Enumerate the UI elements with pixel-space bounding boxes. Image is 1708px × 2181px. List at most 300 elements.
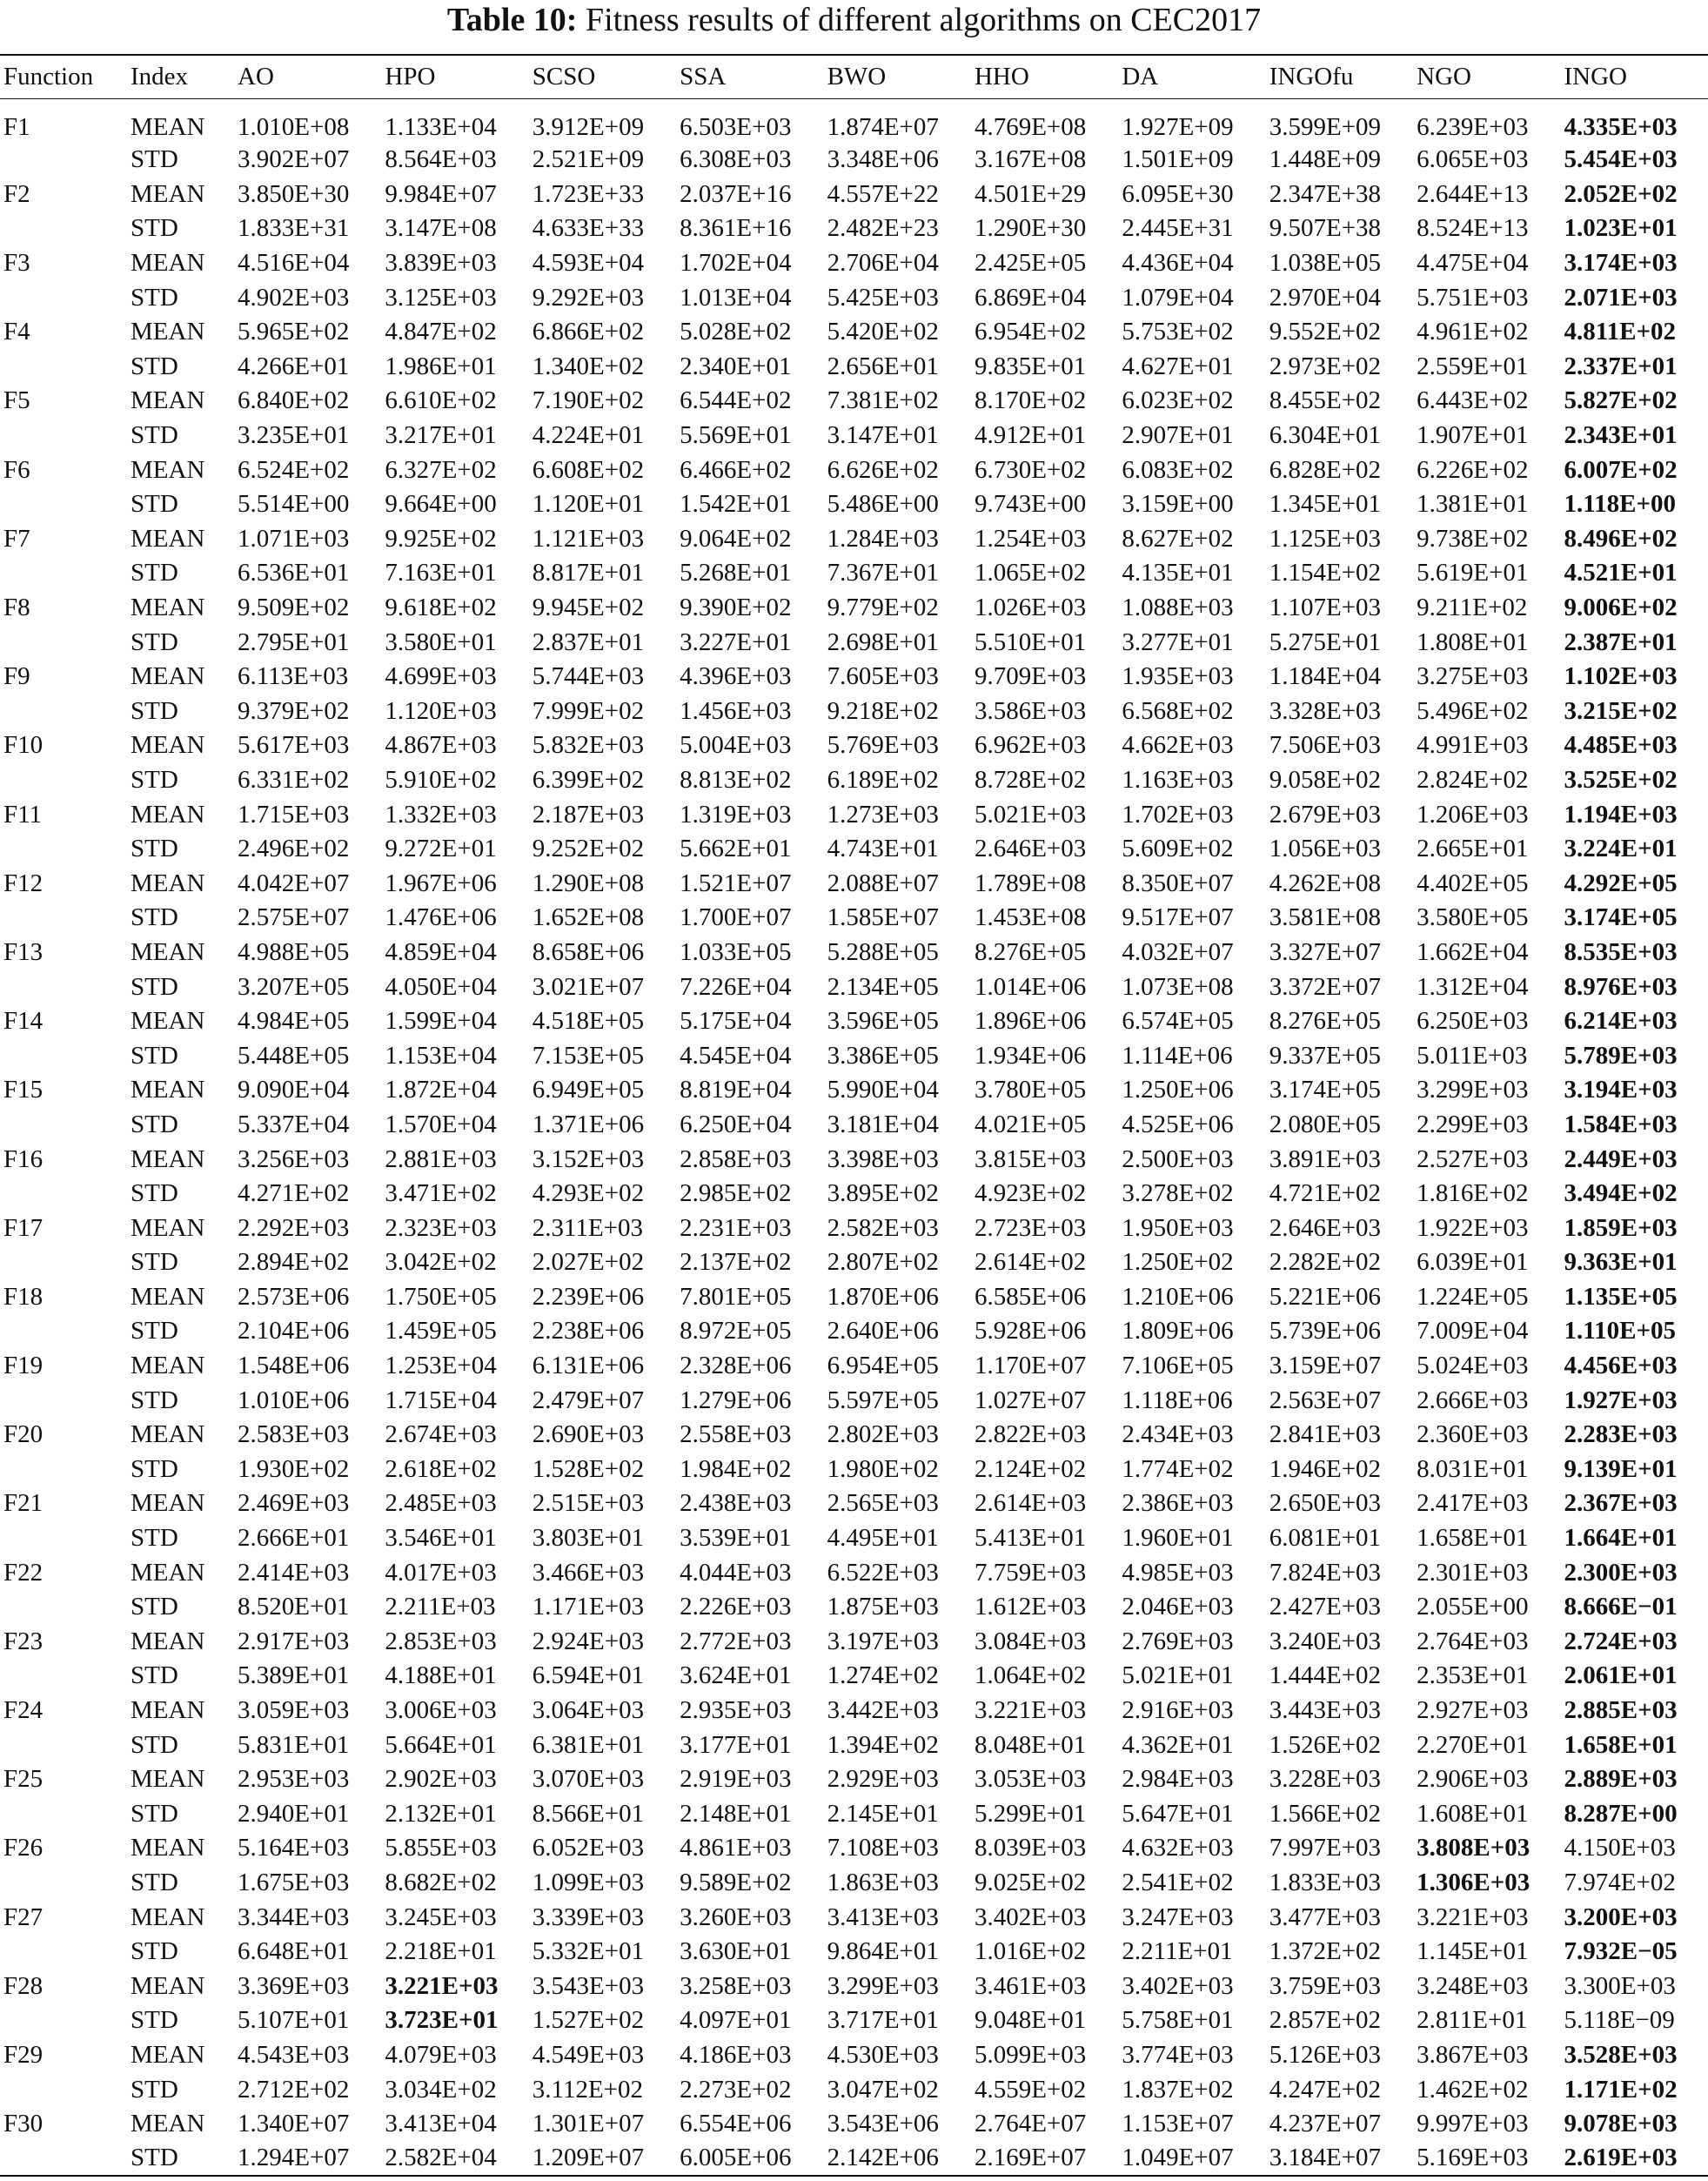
value-cell-da: 2.769E+03: [1122, 1627, 1234, 1655]
value-cell-ingo: 8.287E+00: [1564, 1799, 1678, 1828]
function-cell: F23: [3, 1627, 44, 1655]
value-cell-scso: 6.052E+03: [532, 1834, 645, 1862]
value-cell-ingo: 3.528E+03: [1564, 2040, 1678, 2069]
value-cell-ao: 6.524E+02: [238, 455, 350, 484]
table-row: [0, 1900, 1708, 1935]
value-cell-ssa: 1.984E+02: [680, 1454, 792, 1483]
value-cell-da: 4.627E+01: [1122, 352, 1234, 380]
column-header-bwo: BWO: [827, 63, 887, 91]
value-cell-ngo: 3.275E+03: [1417, 662, 1529, 691]
value-cell-scso: 4.518E+05: [532, 1007, 645, 1036]
value-cell-hpo: 2.323E+03: [385, 1213, 497, 1242]
index-cell: MEAN: [131, 937, 205, 966]
value-cell-scso: 1.340E+02: [532, 352, 645, 380]
function-cell: F3: [3, 249, 30, 278]
value-cell-ssa: 5.662E+01: [680, 835, 792, 863]
value-cell-ingo: 3.224E+01: [1564, 835, 1678, 863]
function-cell: [0, 556, 127, 591]
value-cell-da: 1.837E+02: [1122, 2075, 1234, 2104]
value-cell-hho: 1.016E+02: [974, 1937, 1087, 1966]
table-row: [0, 418, 1708, 453]
value-cell-hho: 6.962E+03: [974, 731, 1087, 760]
value-cell-da: 7.106E+05: [1122, 1352, 1234, 1380]
value-cell-ingofu: 5.739E+06: [1269, 1317, 1382, 1346]
value-cell-ingo: 2.449E+03: [1564, 1144, 1678, 1173]
value-cell-scso: 7.999E+02: [532, 696, 645, 725]
value-cell-hho: 1.789E+08: [974, 869, 1087, 897]
value-cell-ao: 5.389E+01: [238, 1661, 350, 1690]
value-cell-hho: 2.169E+07: [974, 2144, 1087, 2172]
table-row: [0, 831, 1708, 866]
function-cell: F10: [3, 731, 44, 760]
value-cell-ingofu: 3.443E+03: [1269, 1696, 1382, 1725]
value-cell-ingofu: 5.275E+01: [1269, 627, 1382, 656]
value-cell-ao: 5.514E+00: [238, 490, 350, 519]
value-cell-ssa: 2.985E+02: [680, 1179, 792, 1208]
value-cell-ao: 6.113E+03: [238, 662, 349, 691]
value-cell-ingo: 3.174E+05: [1564, 903, 1678, 932]
value-cell-ingofu: 7.506E+03: [1269, 731, 1382, 760]
value-cell-ssa: 1.542E+01: [680, 490, 792, 519]
value-cell-scso: 1.528E+02: [532, 1454, 645, 1483]
value-cell-hho: 3.815E+03: [974, 1144, 1087, 1173]
value-cell-ingofu: 1.107E+03: [1269, 594, 1382, 622]
value-cell-ingo: 5.827E+02: [1564, 386, 1678, 415]
column-header-index: Index: [131, 63, 189, 91]
index-cell: MEAN: [131, 731, 205, 760]
value-cell-hpo: 1.153E+04: [385, 1041, 497, 1070]
value-cell-bwo: 5.990E+04: [827, 1076, 939, 1104]
value-cell-ingofu: 2.563E+07: [1269, 1386, 1382, 1414]
function-cell: F16: [3, 1144, 44, 1173]
value-cell-hpo: 3.042E+02: [385, 1248, 497, 1277]
function-cell: [0, 418, 127, 453]
value-cell-ssa: 2.273E+02: [680, 2075, 792, 2104]
table-label: Table 10:: [446, 2, 578, 38]
value-cell-scso: 2.187E+03: [532, 800, 645, 829]
value-cell-ao: 2.573E+06: [238, 1282, 350, 1311]
value-cell-ingo: 4.485E+03: [1564, 731, 1678, 760]
value-cell-scso: 3.912E+09: [532, 112, 645, 141]
value-cell-scso: 2.027E+02: [532, 1248, 645, 1277]
value-cell-ngo: 4.991E+03: [1417, 731, 1529, 760]
function-cell: [0, 1865, 127, 1900]
value-cell-ssa: 3.624E+01: [680, 1661, 792, 1690]
value-cell-ingofu: 1.345E+01: [1269, 490, 1382, 519]
value-cell-hpo: 1.872E+04: [385, 1076, 497, 1104]
table-row: [0, 1383, 1708, 1418]
value-cell-bwo: 7.381E+02: [827, 386, 939, 415]
function-cell: F13: [3, 937, 44, 966]
value-cell-ngo: 1.206E+03: [1417, 800, 1529, 829]
value-cell-bwo: 2.929E+03: [827, 1765, 939, 1794]
value-cell-ngo: 5.011E+03: [1417, 1041, 1528, 1070]
index-cell: STD: [131, 627, 178, 656]
value-cell-ao: 1.548E+06: [238, 1352, 350, 1380]
value-cell-ao: 1.071E+03: [238, 524, 350, 553]
value-cell-ingofu: 6.304E+01: [1269, 421, 1382, 450]
index-cell: MEAN: [131, 318, 205, 346]
value-cell-hpo: 4.859E+04: [385, 937, 497, 966]
value-cell-ingofu: 4.247E+02: [1269, 2075, 1382, 2104]
value-cell-ao: 5.965E+02: [238, 318, 350, 346]
index-cell: MEAN: [131, 1213, 205, 1242]
value-cell-ngo: 3.867E+03: [1417, 2040, 1529, 2069]
value-cell-ssa: 6.308E+03: [680, 145, 792, 174]
value-cell-hpo: 8.682E+02: [385, 1868, 497, 1896]
value-cell-ssa: 3.177E+01: [680, 1730, 792, 1759]
value-cell-ngo: 5.751E+03: [1417, 283, 1529, 312]
value-cell-da: 4.436E+04: [1122, 249, 1234, 278]
value-cell-ao: 2.575E+07: [238, 903, 350, 932]
value-cell-hho: 4.021E+05: [974, 1110, 1087, 1138]
value-cell-bwo: 1.273E+03: [827, 800, 939, 829]
value-cell-hpo: 9.664E+00: [385, 490, 497, 519]
value-cell-hpo: 3.245E+03: [385, 1903, 497, 1931]
value-cell-hpo: 3.839E+03: [385, 249, 497, 278]
table-row: [0, 1969, 1708, 2003]
function-cell: F2: [3, 179, 30, 208]
value-cell-ngo: 9.997E+03: [1417, 2110, 1529, 2138]
value-cell-ngo: 1.462E+02: [1417, 2075, 1529, 2104]
value-cell-da: 1.501E+09: [1122, 145, 1234, 174]
value-cell-ngo: 1.145E+01: [1417, 1937, 1529, 1966]
value-cell-hpo: 1.750E+05: [385, 1282, 497, 1311]
index-cell: STD: [131, 1179, 178, 1208]
value-cell-ingo: 1.859E+03: [1564, 1213, 1678, 1242]
value-cell-ngo: 5.169E+03: [1417, 2144, 1529, 2172]
value-cell-da: 8.627E+02: [1122, 524, 1234, 553]
function-cell: F25: [3, 1765, 44, 1794]
value-cell-ingofu: 1.372E+02: [1269, 1937, 1382, 1966]
value-cell-scso: 4.633E+33: [532, 214, 645, 243]
value-cell-hho: 1.026E+03: [974, 594, 1087, 622]
value-cell-da: 1.073E+08: [1122, 972, 1234, 1001]
function-cell: [0, 1038, 127, 1073]
value-cell-ngo: 3.580E+05: [1417, 903, 1529, 932]
value-cell-bwo: 3.895E+02: [827, 1179, 939, 1208]
value-cell-ingo: 5.789E+03: [1564, 1041, 1678, 1070]
index-cell: STD: [131, 421, 178, 450]
value-cell-hho: 6.954E+02: [974, 318, 1087, 346]
value-cell-da: 5.758E+01: [1122, 2006, 1234, 2035]
value-cell-hho: 6.730E+02: [974, 455, 1087, 484]
value-cell-bwo: 3.197E+03: [827, 1627, 939, 1655]
value-cell-scso: 6.866E+02: [532, 318, 645, 346]
value-cell-hho: 7.759E+03: [974, 1558, 1087, 1587]
value-cell-hpo: 1.715E+04: [385, 1386, 497, 1414]
value-cell-ingofu: 9.337E+05: [1269, 1041, 1382, 1070]
function-cell: [0, 1659, 127, 1694]
value-cell-bwo: 4.557E+22: [827, 179, 939, 208]
value-cell-ingo: 4.292E+05: [1564, 869, 1678, 897]
value-cell-ssa: 1.033E+05: [680, 937, 792, 966]
value-cell-ngo: 4.475E+04: [1417, 249, 1529, 278]
value-cell-bwo: 2.142E+06: [827, 2144, 939, 2172]
index-cell: STD: [131, 2006, 178, 2035]
table-row: [0, 1245, 1708, 1280]
value-cell-ssa: 6.503E+03: [680, 112, 792, 141]
value-cell-hho: 8.048E+01: [974, 1730, 1087, 1759]
value-cell-hpo: 3.546E+01: [385, 1524, 497, 1553]
value-cell-bwo: 3.386E+05: [827, 1041, 939, 1070]
value-cell-ssa: 8.361E+16: [680, 214, 792, 243]
value-cell-hpo: 3.147E+08: [385, 214, 497, 243]
value-cell-hho: 1.612E+03: [974, 1593, 1087, 1621]
value-cell-ingofu: 1.444E+02: [1269, 1661, 1382, 1690]
value-cell-ingo: 6.007E+02: [1564, 455, 1678, 484]
value-cell-ngo: 8.031E+01: [1417, 1454, 1529, 1483]
value-cell-ingo: 1.135E+05: [1564, 1282, 1678, 1311]
value-cell-hho: 3.586E+03: [974, 696, 1087, 725]
function-cell: F27: [3, 1903, 44, 1931]
function-cell: [0, 1314, 127, 1349]
value-cell-da: 3.277E+01: [1122, 627, 1234, 656]
index-cell: STD: [131, 1868, 178, 1896]
value-cell-ao: 1.833E+31: [238, 214, 350, 243]
value-cell-ingofu: 9.552E+02: [1269, 318, 1382, 346]
function-cell: [0, 1452, 127, 1486]
value-cell-bwo: 1.863E+03: [827, 1868, 939, 1896]
value-cell-scso: 3.064E+03: [532, 1696, 645, 1725]
value-cell-hho: 4.559E+02: [974, 2075, 1087, 2104]
value-cell-bwo: 1.870E+06: [827, 1282, 939, 1311]
value-cell-ingo: 6.214E+03: [1564, 1007, 1678, 1036]
value-cell-ssa: 2.340E+01: [680, 352, 792, 380]
function-cell: F11: [3, 800, 43, 829]
table-row: [0, 487, 1708, 521]
index-cell: MEAN: [131, 1903, 205, 1931]
value-cell-da: 2.500E+03: [1122, 1144, 1234, 1173]
value-cell-hpo: 6.610E+02: [385, 386, 497, 415]
value-cell-scso: 1.301E+07: [532, 2110, 645, 2138]
value-cell-ssa: 1.279E+06: [680, 1386, 792, 1414]
value-cell-ingo: 3.200E+03: [1564, 1903, 1678, 1931]
value-cell-ingofu: 3.372E+07: [1269, 972, 1382, 1001]
table-row: [0, 1107, 1708, 1142]
value-cell-ssa: 2.226E+03: [680, 1593, 792, 1621]
value-cell-hpo: 4.017E+03: [385, 1558, 497, 1587]
value-cell-ingo: 7.932E−05: [1564, 1937, 1678, 1966]
value-cell-hho: 1.027E+07: [974, 1386, 1087, 1414]
value-cell-ingo: 8.976E+03: [1564, 972, 1678, 1001]
value-cell-hpo: 1.599E+04: [385, 1007, 497, 1036]
value-cell-ngo: 2.906E+03: [1417, 1765, 1529, 1794]
function-cell: [0, 1245, 127, 1280]
value-cell-da: 1.950E+03: [1122, 1213, 1234, 1242]
value-cell-ngo: 3.248E+03: [1417, 1971, 1529, 2000]
value-cell-hpo: 4.079E+03: [385, 2040, 497, 2069]
function-cell: F14: [3, 1007, 44, 1036]
value-cell-hho: 3.461E+03: [974, 1971, 1087, 2000]
function-cell: F26: [3, 1834, 44, 1862]
value-cell-ssa: 5.175E+04: [680, 1007, 792, 1036]
value-cell-hho: 1.453E+08: [974, 903, 1087, 932]
value-cell-ssa: 6.250E+04: [680, 1110, 792, 1138]
value-cell-ingofu: 1.448E+09: [1269, 145, 1382, 174]
value-cell-hho: 5.299E+01: [974, 1799, 1087, 1828]
value-cell-da: 6.083E+02: [1122, 455, 1234, 484]
value-cell-hho: 2.124E+02: [974, 1454, 1087, 1483]
value-cell-da: 1.774E+02: [1122, 1454, 1234, 1483]
value-cell-ao: 2.414E+03: [238, 1558, 350, 1587]
value-cell-ssa: 2.137E+02: [680, 1248, 792, 1277]
value-cell-da: 3.402E+03: [1122, 1971, 1234, 2000]
value-cell-bwo: 1.875E+03: [827, 1593, 939, 1621]
function-cell: F4: [3, 318, 30, 346]
index-cell: STD: [131, 2075, 178, 2104]
value-cell-ingo: 2.283E+03: [1564, 1420, 1678, 1449]
value-cell-da: 4.362E+01: [1122, 1730, 1234, 1759]
value-cell-bwo: 7.367E+01: [827, 559, 939, 587]
table-row: [0, 1417, 1708, 1452]
value-cell-hpo: 2.218E+01: [385, 1937, 497, 1966]
value-cell-ingo: 1.110E+05: [1564, 1317, 1677, 1346]
value-cell-hpo: 2.881E+03: [385, 1144, 497, 1173]
value-cell-ngo: 6.039E+01: [1417, 1248, 1529, 1277]
value-cell-ao: 1.930E+02: [238, 1454, 350, 1483]
value-cell-ao: 2.583E+03: [238, 1420, 350, 1449]
value-cell-da: 4.525E+06: [1122, 1110, 1234, 1138]
table-row: [0, 866, 1708, 901]
index-cell: STD: [131, 696, 178, 725]
value-cell-ao: 5.831E+01: [238, 1730, 350, 1759]
value-cell-bwo: 2.656E+01: [827, 352, 939, 380]
value-cell-ingo: 9.363E+01: [1564, 1248, 1678, 1277]
value-cell-hho: 5.021E+03: [974, 800, 1087, 829]
value-cell-ingofu: 6.828E+02: [1269, 455, 1382, 484]
value-cell-da: 1.153E+07: [1122, 2110, 1234, 2138]
table-row: [0, 590, 1708, 625]
value-cell-ingo: 4.811E+02: [1564, 318, 1677, 346]
function-cell: F8: [3, 594, 30, 622]
value-cell-ngo: 2.353E+01: [1417, 1661, 1529, 1690]
value-cell-hho: 8.039E+03: [974, 1834, 1087, 1862]
value-cell-ao: 4.988E+05: [238, 937, 350, 966]
value-cell-hho: 8.276E+05: [974, 937, 1087, 966]
value-cell-bwo: 2.706E+04: [827, 249, 939, 278]
value-cell-ngo: 2.665E+01: [1417, 835, 1529, 863]
value-cell-ssa: 1.521E+07: [680, 869, 792, 897]
index-cell: MEAN: [131, 179, 205, 208]
column-header-hpo: HPO: [385, 63, 436, 91]
value-cell-bwo: 5.425E+03: [827, 283, 939, 312]
value-cell-da: 2.434E+03: [1122, 1420, 1234, 1449]
value-cell-scso: 8.817E+01: [532, 559, 645, 587]
value-cell-hpo: 3.413E+04: [385, 2110, 497, 2138]
index-cell: STD: [131, 1524, 178, 1553]
function-cell: [0, 625, 127, 660]
function-cell: F19: [3, 1352, 44, 1380]
value-cell-bwo: 6.954E+05: [827, 1352, 939, 1380]
table-row: [0, 728, 1708, 763]
value-cell-da: 1.049E+07: [1122, 2144, 1234, 2172]
value-cell-ingo: 9.139E+01: [1564, 1454, 1678, 1483]
function-cell: [0, 211, 127, 246]
value-cell-ingofu: 6.081E+01: [1269, 1524, 1382, 1553]
table-title: Fitness results of different algorithms on CEC2017: [585, 2, 1262, 38]
index-cell: STD: [131, 352, 178, 380]
value-cell-ssa: 1.319E+03: [680, 800, 792, 829]
value-cell-da: 6.568E+02: [1122, 696, 1234, 725]
value-cell-ngo: 2.527E+03: [1417, 1144, 1529, 1173]
value-cell-ngo: 6.443E+02: [1417, 386, 1529, 415]
value-cell-hho: 1.896E+06: [974, 1007, 1087, 1036]
value-cell-hpo: 3.580E+01: [385, 627, 497, 656]
table-row: [0, 970, 1708, 1004]
value-cell-ssa: 9.064E+02: [680, 524, 792, 553]
value-cell-hho: 2.425E+05: [974, 249, 1087, 278]
index-cell: MEAN: [131, 2110, 205, 2138]
value-cell-ssa: 2.935E+03: [680, 1696, 792, 1725]
value-cell-ssa: 5.004E+03: [680, 731, 792, 760]
value-cell-ingofu: 2.970E+04: [1269, 283, 1382, 312]
value-cell-ingofu: 4.721E+02: [1269, 1179, 1382, 1208]
value-cell-ngo: 1.816E+02: [1417, 1179, 1529, 1208]
value-cell-scso: 3.021E+07: [532, 972, 645, 1001]
value-cell-scso: 4.224E+01: [532, 421, 645, 450]
value-cell-ao: 5.107E+01: [238, 2006, 350, 2035]
function-cell: [0, 970, 127, 1004]
index-cell: MEAN: [131, 594, 205, 622]
value-cell-da: 1.250E+02: [1122, 1248, 1234, 1277]
value-cell-ao: 6.331E+02: [238, 765, 350, 794]
table-row: [0, 2141, 1708, 2176]
value-cell-ssa: 2.558E+03: [680, 1420, 792, 1449]
value-cell-ao: 2.940E+01: [238, 1799, 350, 1828]
value-cell-ingofu: 3.327E+07: [1269, 937, 1382, 966]
value-cell-ingofu: 7.997E+03: [1269, 1834, 1382, 1862]
index-cell: STD: [131, 903, 178, 932]
value-cell-bwo: 2.582E+03: [827, 1213, 939, 1242]
value-cell-hho: 4.769E+08: [974, 112, 1087, 141]
value-cell-hho: 6.585E+06: [974, 1282, 1087, 1311]
value-cell-ssa: 2.919E+03: [680, 1765, 792, 1794]
value-cell-ingo: 3.525E+02: [1564, 765, 1678, 794]
value-cell-ngo: 6.239E+03: [1417, 112, 1529, 141]
value-cell-ingo: 3.194E+03: [1564, 1076, 1678, 1104]
value-cell-hpo: 3.471E+02: [385, 1179, 497, 1208]
value-cell-ao: 6.840E+02: [238, 386, 350, 415]
function-cell: [0, 901, 127, 936]
value-cell-ingofu: 2.080E+05: [1269, 1110, 1382, 1138]
column-header-da: DA: [1122, 63, 1159, 91]
value-cell-da: 2.907E+01: [1122, 421, 1234, 450]
value-cell-hho: 3.402E+03: [974, 1903, 1087, 1931]
value-cell-ssa: 2.858E+03: [680, 1144, 792, 1173]
value-cell-ssa: 1.013E+04: [680, 283, 792, 312]
index-cell: STD: [131, 145, 178, 174]
function-cell: [0, 831, 127, 866]
value-cell-ssa: 8.972E+05: [680, 1317, 792, 1346]
value-cell-ao: 2.469E+03: [238, 1489, 350, 1518]
value-cell-hho: 3.084E+03: [974, 1627, 1087, 1655]
table-row: [0, 1176, 1708, 1211]
value-cell-ingo: 5.118E−09: [1564, 2006, 1675, 2035]
value-cell-scso: 3.543E+03: [532, 1971, 645, 2000]
value-cell-bwo: 2.807E+02: [827, 1248, 939, 1277]
value-cell-bwo: 5.420E+02: [827, 318, 939, 346]
table-row: [0, 797, 1708, 832]
table-row: [0, 98, 1708, 143]
value-cell-scso: 2.690E+03: [532, 1420, 645, 1449]
value-cell-ssa: 2.438E+03: [680, 1489, 792, 1518]
value-cell-hpo: 1.332E+03: [385, 800, 497, 829]
value-cell-ingo: 2.300E+03: [1564, 1558, 1678, 1587]
value-cell-ssa: 5.569E+01: [680, 421, 792, 450]
value-cell-scso: 7.190E+02: [532, 386, 645, 415]
function-cell: [0, 1107, 127, 1142]
